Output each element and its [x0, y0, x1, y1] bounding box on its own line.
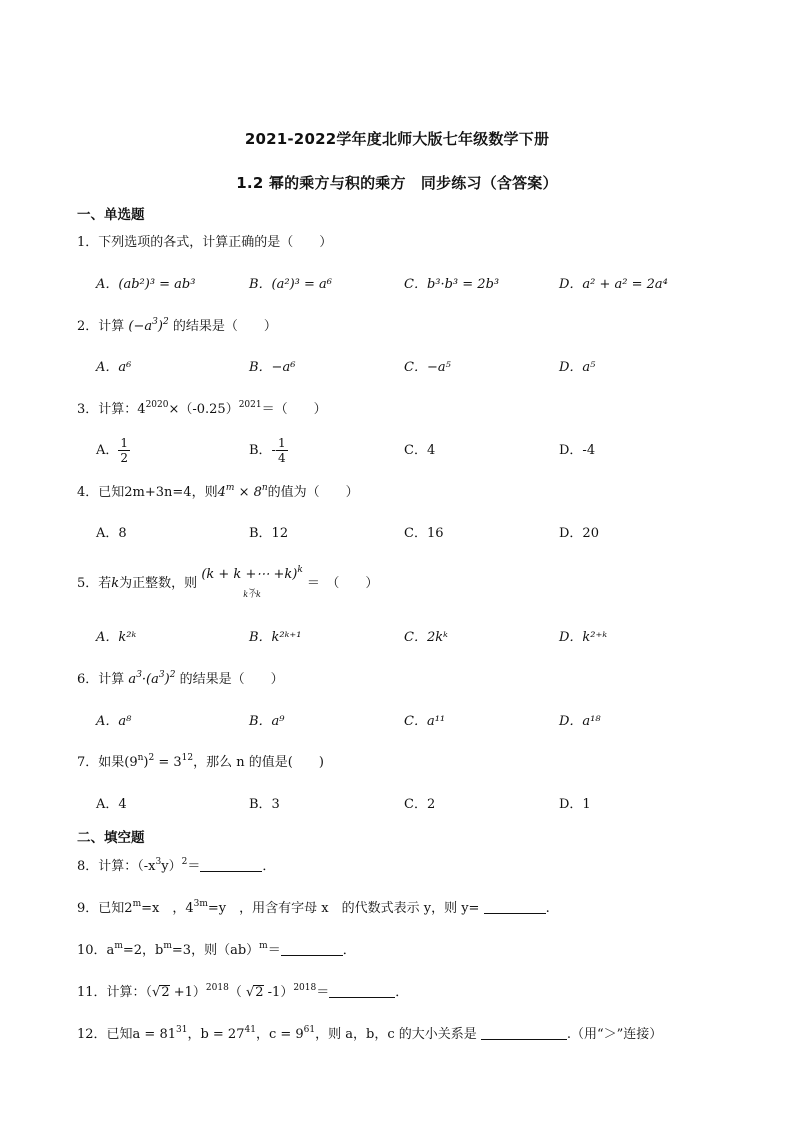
question-1-option-c: C．b³·b³ = 2b³ — [404, 277, 500, 292]
question-6-option-c: C．a¹¹ — [404, 714, 446, 729]
question-2-option-a: A．a⁶ — [96, 360, 132, 375]
question-5-option-d: D．k²⁺ᵏ — [559, 630, 608, 645]
question-5-option-a: A．k²ᵏ — [96, 630, 137, 645]
question-10-answer-blank[interactable] — [281, 943, 343, 956]
question-5-option-c: C．2kᵏ — [404, 630, 448, 645]
question-3-stem — [77, 401, 327, 419]
question-6-expression: $a^3\cdot(a^3)^2$ — [128, 670, 176, 687]
question-8-expression: $(-x^3y)^2=$ — [137, 857, 201, 874]
question-11-expression: √2 +1）$^{2018}$（ √2 -1）$^{2018}$＝ — [152, 983, 330, 1000]
question-12-conditions: $a = 81^{31}$，$b = 27^{41}$，$c = 9^{61}$ — [132, 1025, 316, 1042]
question-3-option-c: C．4 — [404, 443, 436, 458]
question-1-option-d: D．a² + a² = 2a⁴ — [559, 277, 668, 292]
question-2-option-d: D．a⁵ — [559, 360, 596, 375]
question-6-option-b: B．a⁹ — [249, 714, 285, 729]
question-9-answer-blank[interactable] — [484, 901, 546, 914]
question-10-stem: 10．$a^m=2$，$b^m=3$，则（ab）$^m$＝ ． — [77, 941, 356, 958]
question-9-stem: 9．已知$2^m=x$ ，$4^{3m}=y$ ，用含有字母 x 的代数式表示 y，则 y= . — [77, 899, 550, 916]
question-5-expression: (k + k +⋯ +k)$^k$ ⏟ k个k — [201, 565, 303, 599]
question-4-option-d: D．20 — [559, 526, 599, 541]
question-3-option-b: B．- $\frac{1}{4}$ — [249, 436, 286, 465]
question-1-option-a: A．(ab²)³ = ab³ — [96, 277, 196, 292]
question-11-answer-blank[interactable] — [329, 985, 395, 998]
question-2-prefix: 2．计算 — [77, 319, 125, 334]
question-3-option-a: A． $\frac{1}{2}$ — [96, 436, 129, 465]
question-8-answer-blank[interactable] — [200, 859, 262, 872]
question-5-option-b: B．k²ᵏ⁺¹ — [249, 630, 302, 645]
question-1-stem: 1．下列选项的各式，计算正确的是（ ） — [77, 235, 333, 250]
question-12-stem: 12．已知$a = 81^{31}$，$b = 27^{41}$，$c = 9^{61}$，则 a，b，c 的大小关系是 .（用“＞”连接） — [77, 1025, 663, 1042]
question-4-option-c: C．16 — [404, 526, 444, 541]
question-7-option-b: B．3 — [249, 797, 280, 812]
question-4-stem: 4．已知2m+3n=4，则$4^m \times 8^n$的值为（ ） — [77, 483, 359, 500]
fraction-one-quarter: $\frac{1}{4}$ — [277, 436, 286, 465]
question-6-stem: 6．计算 $a^3\cdot(a^3)^2$ 的结果是（ ） — [77, 670, 284, 687]
fraction-one-half: $\frac{1}{2}$ — [120, 436, 129, 465]
question-8-stem: 8．计算：$(-x^3y)^2=$ ． — [77, 857, 276, 874]
question-4-expression: $4^m \times 8^n$ — [217, 483, 268, 500]
question-2-option-b: B．−a⁶ — [249, 360, 296, 375]
question-6-option-d: D．a¹⁸ — [559, 714, 601, 729]
question-11-stem: 11．计算：$(√2 +1)^{2018}$（ √2 -1）$^{2018}$＝ ． — [77, 983, 409, 1000]
question-5-stem: 5．若k为正整数，则 (k + k +⋯ +k)$^k$ ⏟ k个k ＝ （ ） — [77, 565, 379, 599]
question-2-stem — [77, 318, 277, 336]
question-4-condition: 2m+3n=4 — [124, 485, 192, 500]
question-3-prefix: 3．计算： — [77, 402, 138, 417]
question-7-option-c: C．2 — [404, 797, 436, 812]
question-7-stem: 7．如果$(9^n)^2 = 3^{12}$，那么 n 的值是( ) — [77, 753, 324, 770]
section-single-choice: 一、单选题 — [77, 207, 145, 223]
question-6-option-a: A．a⁸ — [96, 714, 132, 729]
question-7-option-d: D．1 — [559, 797, 591, 812]
question-12-answer-blank[interactable] — [481, 1027, 567, 1040]
question-2-expression: $(-a^3)^2$ — [128, 317, 169, 334]
question-9-conditions: $2^m=x$ ，$4^{3m}=y$ — [124, 899, 240, 916]
question-3-suffix: ＝（ ） — [261, 402, 327, 417]
question-7-expression: $(9^n)^2 = 3^{12}$ — [124, 753, 194, 770]
section-fill-blank: 二、填空题 — [77, 830, 145, 846]
question-3-expression: $4^{2020}\times(-0.25)^{2021}$ — [137, 400, 262, 417]
question-2-suffix: 的结果是（ ） — [172, 319, 277, 334]
question-10-conditions: $a^m=2$，$b^m=3$ — [106, 941, 192, 958]
question-4-option-b: B．12 — [249, 526, 289, 541]
question-3-option-d: D．-4 — [559, 443, 596, 458]
question-1-option-b: B．(a²)³ = a⁶ — [249, 277, 332, 292]
question-4-option-a: A．8 — [96, 526, 127, 541]
question-10-exponent: $^m$＝ — [259, 941, 281, 958]
worksheet-subtitle: 1.2 幂的乘方与积的乘方 同步练习（含答案） — [236, 174, 558, 192]
question-2-option-c: C．−a⁵ — [404, 360, 451, 375]
worksheet-title: 2021-2022学年度北师大版七年级数学下册 — [244, 130, 550, 148]
question-7-option-a: A．4 — [96, 797, 127, 812]
